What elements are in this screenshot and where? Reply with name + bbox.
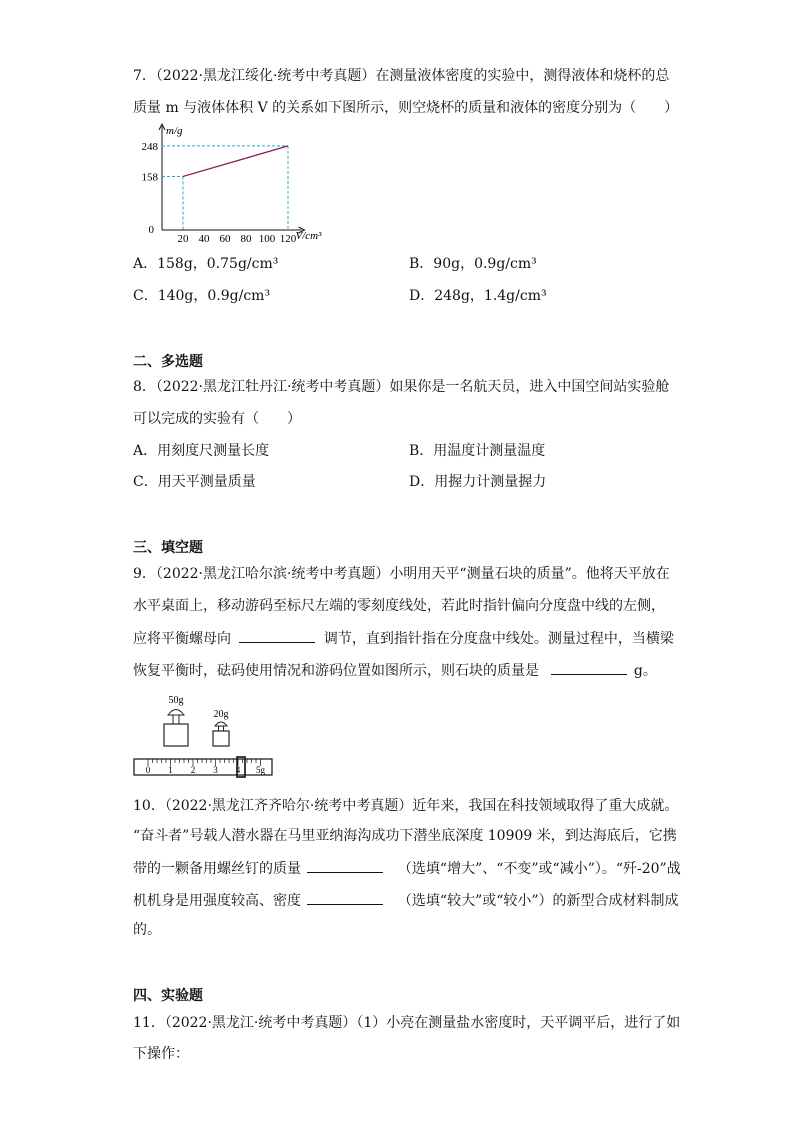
q10-blank-density[interactable] xyxy=(307,890,383,905)
section-fill-blank-title: 三、填空题 xyxy=(133,540,203,556)
q9-line4-text-a: 恢复平衡时，砝码使用情况和游码位置如图所示，则石块的质量是 xyxy=(133,663,539,679)
q9-line3-text-b: 调节，直到指针指在分度盘中线处。测量过程中，当横梁 xyxy=(323,631,674,647)
q7-stem-line2: 质量 m 与液体体积 V 的关系如下图所示，则空烧杯的质量和液体的密度分别为（ ） xyxy=(133,100,679,116)
q9-stem-line1: 9．（2022·黑龙江哈尔滨·统考中考真题）小明用天平“测量石块的质量”。他将天平放在 xyxy=(133,566,670,582)
scale-label-1: 1 xyxy=(168,765,173,775)
q10-stem-line4 xyxy=(133,890,679,911)
q7-option-c[interactable]: C．140g，0.9g/cm³ xyxy=(133,288,271,304)
q9-stem-line4 xyxy=(133,660,657,681)
q9-blank-direction[interactable] xyxy=(239,628,315,643)
q10-stem-line3 xyxy=(133,858,681,879)
q8-stem-line1: 8．（2022·黑龙江牡丹江·统考中考真题）如果你是一名航天员，进入中国空间站实验舱 xyxy=(133,379,670,395)
x-tick-label-100: 100 xyxy=(258,233,276,245)
scale-label-2: 2 xyxy=(190,765,196,775)
q10-stem-line1: 10．（2022·黑龙江齐齐哈尔·统考中考真题）近年来，我国在科技领域取得了重大成就。 xyxy=(133,798,679,814)
scale-label-3: 3 xyxy=(213,765,218,775)
q9-stem-line2: 水平桌面上，移动游码至标尺左端的零刻度线处，若此时指针偏向分度盘中线的左侧， xyxy=(133,598,665,614)
chart-axes xyxy=(159,124,305,233)
x-tick-label-80: 80 xyxy=(240,233,252,245)
q10-line4-text-a: 机机身是用强度较高、密度 xyxy=(133,893,301,909)
q9-stem-line3 xyxy=(133,628,674,649)
q9-blank-mass[interactable] xyxy=(551,660,627,675)
q10-line3-text-b: （选填“增大”、“不变”或“减小”）。“歼-20”战 xyxy=(397,861,681,877)
x-tick-label-120: 120 xyxy=(279,233,297,245)
q10-stem-line5: 的。 xyxy=(133,922,161,938)
section-multiple-choice-title: 二、多选题 xyxy=(133,354,203,370)
q8-option-a[interactable]: A．用刻度尺测量长度 xyxy=(133,443,270,459)
q8-option-d[interactable]: D．用握力计测量握力 xyxy=(409,474,547,490)
x-tick-label-20: 20 xyxy=(177,233,189,245)
origin-label: 0 xyxy=(148,224,154,236)
chart-guides xyxy=(162,146,288,230)
section-experiment-title: 四、实验题 xyxy=(133,988,203,1004)
weight-20g-label: 20g xyxy=(213,709,229,720)
weight-20g xyxy=(213,722,229,746)
scale-label-0: 0 xyxy=(145,765,151,775)
balance-weights-figure xyxy=(130,690,280,780)
scale-label-4: 4 xyxy=(235,765,241,775)
weight-50g xyxy=(164,710,188,747)
rider-scale xyxy=(134,757,272,777)
weight-50g-label: 50g xyxy=(168,695,184,706)
y-tick-label-248: 248 xyxy=(141,140,158,153)
y-tick-label-158: 158 xyxy=(141,171,158,184)
chart-labels xyxy=(142,125,323,245)
chart-series xyxy=(183,146,288,177)
q7-option-d[interactable]: D．248g，1.4g/cm³ xyxy=(409,288,547,304)
q8-option-c[interactable]: C．用天平测量质量 xyxy=(133,474,256,490)
q8-option-b[interactable]: B．用温度计测量温度 xyxy=(409,443,546,459)
x-tick-label-60: 60 xyxy=(219,233,231,245)
q7-stem-line1: 7．（2022·黑龙江绥化·统考中考真题）在测量液体密度的实验中，测得液体和烧杯的总 xyxy=(133,68,670,84)
scale-label-5g: 5g xyxy=(256,765,265,775)
q10-stem-line2: “奋斗者”号载人潜水器在马里亚纳海沟成功下潜坐底深度 10909 米，到达海底后，它携 xyxy=(133,828,677,844)
q10-line3-text-a: 带的一颗备用螺丝钉的质量 xyxy=(133,861,301,877)
y-axis-label: m/g xyxy=(166,125,183,137)
data-line xyxy=(183,146,288,177)
q11-stem-line2: 下操作： xyxy=(133,1046,189,1062)
q11-stem-line1: 11．（2022·黑龙江·统考中考真题）（1）小亮在测量盐水密度时，天平调平后，进行了如 xyxy=(133,1015,681,1031)
q7-option-a[interactable]: A．158g，0.75g/cm³ xyxy=(133,256,279,272)
q10-blank-mass-change[interactable] xyxy=(307,858,383,873)
q8-stem-line2: 可以完成的实验有（ ） xyxy=(133,411,301,427)
mass-volume-chart xyxy=(140,118,350,248)
x-tick-label-40: 40 xyxy=(198,233,210,245)
q9-line3-text-a: 应将平衡螺母向 xyxy=(133,631,231,647)
q10-line4-text-b: （选填“较大”或“较小”）的新型合成材料制成 xyxy=(397,893,679,909)
q9-line4-text-b: g。 xyxy=(633,663,657,679)
x-axis-label: V/cm³ xyxy=(295,230,322,242)
q7-option-b[interactable]: B．90g，0.9g/cm³ xyxy=(409,256,537,272)
